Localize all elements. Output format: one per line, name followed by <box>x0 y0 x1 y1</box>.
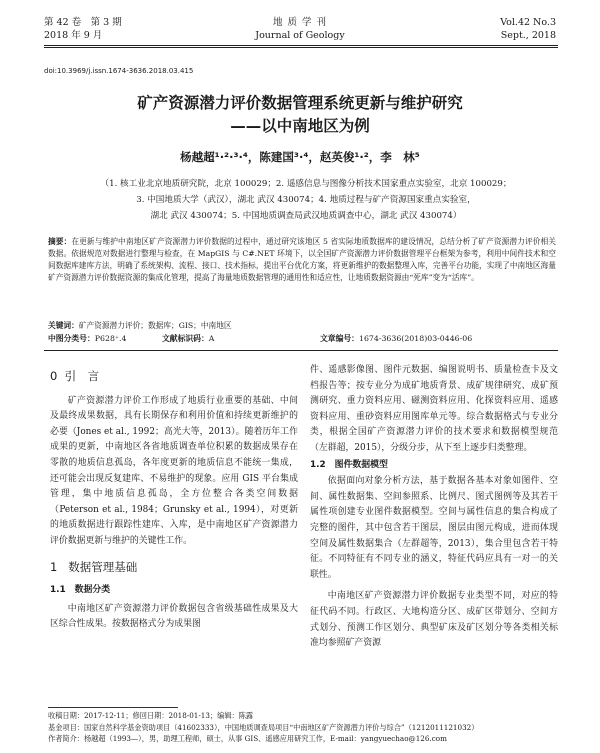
feature-code-paragraph: 中南地区矿产资源潜力评价数据专业类型不同，对应的特征代码不同。行政区、大地构造分区、成矿区带划分、空间方式划分、预测工作区划分、典型矿床及矿区划分等各类相关标准均参照矿产资源 <box>310 591 558 649</box>
subsection-1-1-heading: 1.1 数据分类 <box>50 585 111 596</box>
abstract-text: 在更新与维护中南地区矿产资源潜力评价数据的过程中，通过研究该地区 5 省实际地质数据库的建设情况，总结分析了矿产资源潜力评价相关数据。依据规范对数据进行整理与检查，在 MapGIS 与 C#.NET 环境下，以全国矿产资源潜力评价数据管理平台框架为参考，利用中间件技术和空间数据库建库方法，明确了系统架构、流程、接口、技术指标，提出平台优化方案，将更新维护的数据整理入库，完善平台功能，实现了中南地区海量矿产资源潜力评价数据资源的集成化管理，提高了海量地质数据管理的通用性和适应性，让地质数据资源由“死库”变为“活库”。 <box>48 237 556 283</box>
document-code: 文献标识码：A <box>162 334 215 343</box>
doi[interactable]: doi:10.3969/j.issn.1674-3636.2018.03.415 <box>44 67 194 75</box>
abstract <box>48 236 556 284</box>
section-0-heading: 0 引 言 <box>50 369 100 383</box>
volume-info: Vol.42 No.3 Sept., 2018 <box>500 17 556 41</box>
issue-info: 第 42 卷 第 3 期 2018 年 9 月 <box>44 17 122 41</box>
abstract-label: 摘要： <box>48 237 72 246</box>
data-classification-paragraph: 中南地区矿产资源潜力评价数据包含省级基础性成果及大区综合性成果。按数据格式分为成果图 <box>50 603 298 630</box>
footnotes: 收稿日期：2017-12-11；修回日期：2018-01-13；编辑：陈露 基金项目：国家自然科学基金资助项目（41602333），中国地质调查局项目“中南地区矿产资源潜力评价与综合”（1212011121032） 作者简介：杨越超（1993—），男，助理工程师，硕士，从事 GIS、遥感应用研究工作，E-mail：yangyuechao@126.com <box>48 711 479 743</box>
paper-title: 矿产资源潜力评价数据管理系统更新与维护研究 <box>137 94 463 112</box>
header-rule <box>44 45 558 46</box>
right-column <box>310 363 558 652</box>
keywords: 关键词：矿产资源潜力评价；数据库；GIS；中南地区 <box>48 321 232 330</box>
paper-subtitle: ——以中南地区为例 <box>230 117 370 135</box>
header-rule-2 <box>44 47 558 48</box>
left-column <box>50 360 298 633</box>
continued-paragraph: 件、遥感影像图、图件元数据、编图说明书、质量检查卡及文档报告等；按专业分为成矿地质背景、成矿规律研究、成矿预测研究、重力资料应用、磁测资料应用、化探资料应用、遥感资料应用、重砂资料应用图库单元等。综合数据格式与专业分类，根据全国矿产资源潜力评价的技术要求和数据模型规范（左群超，2015），分级分步，从下至上逐步归类整理。 <box>310 365 558 453</box>
affiliations: （1. 核工业北京地质研究院，北京 100029；2. 遥感信息与图像分析技术国家重点实验室，北京 100029； 3. 中国地质大学（武汉），湖北 武汉 430074；4. 地质过程与矿产资源国家重点实验室， 湖北 武汉 430074；5. 中国地质调查局武汉地质调查中心，湖北 武汉 430074） <box>100 179 512 221</box>
subsection-1-2-heading: 1.2 图件数据模型 <box>310 459 388 470</box>
footnote-rule <box>48 707 178 708</box>
section-1-heading: 1 数据管理基础 <box>50 559 138 574</box>
authors: 杨越超¹·²·³·⁴，陈建国³·⁴，赵英俊¹·²，李 林⁵ <box>180 150 420 164</box>
article-number: 文章编号：1674-3636(2018)03-0446-06 <box>320 334 473 343</box>
classification-line: 中图分类号：P628⁺.4 <box>48 334 127 343</box>
data-model-paragraph: 依据面向对象分析方法，基于数据各基本对象如图件、空间、属性数据集、空间参照系、比例尺、图式图例等及其若干属性项创建专业图件数据模型。空间与属性信息的集合构成了完整的图件，其中包含若干图层，图层由图元构成，进而体现空间及属性数据集合（左群超等，2013），集合里包含若干特征。不同特征有不同专业的涵义，特征代码应具有一对一的关联性。 <box>310 476 558 580</box>
abstract-rule <box>44 350 558 351</box>
intro-paragraph: 矿产资源潜力评价工作形成了地质行业重要的基础、中间及最终成果数据，具有长期保存和利用价值和持续更新维护的必要（Jones et al., 1992；高光大等，2013）。随着历年工作成果的更新，中南地区各省地质调查单位积累的数据成果存在零散的地质信息孤岛，各年度更新的地质信息不能统一集成，还可能会出现反复建库、不易维护的现象。应用 GIS 平台集成管理，集中地质信息孤岛，全方位整合各类空间数据（Peterson et al., 1984；Grunsky et al., 1994），对更新的地质数据进行跟踪性建库、入库，是中南地区矿产资源潜力评价数据更新与维护的关键性工作。 <box>50 395 298 546</box>
journal-name: 地 质 学 刊 Journal of Geology <box>255 17 345 41</box>
